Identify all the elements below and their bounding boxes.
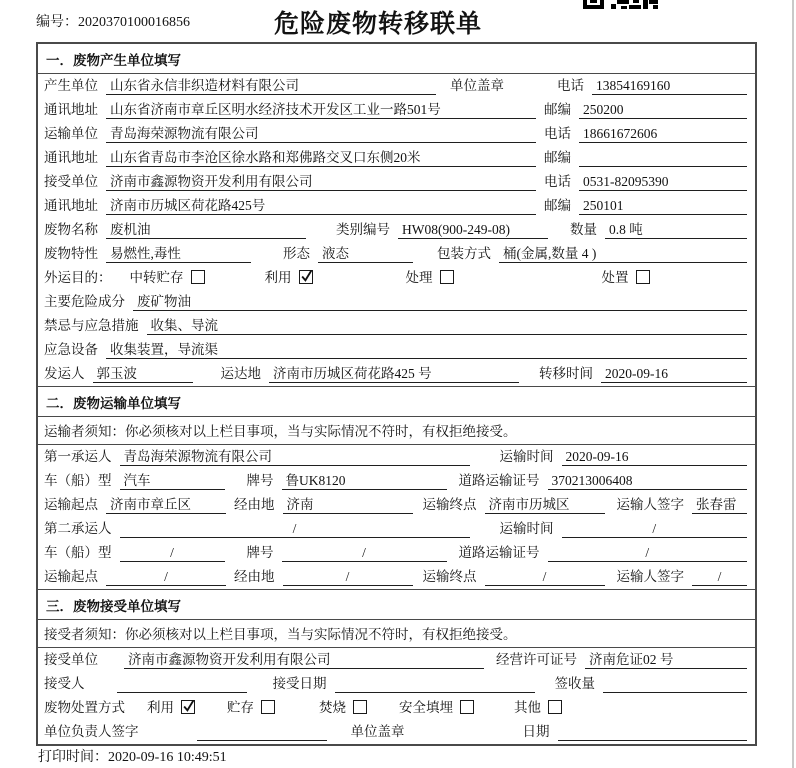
field-value[interactable]: 易燃性,毒性 [106, 245, 251, 263]
form-row [38, 74, 755, 98]
field-value[interactable]: 济南危证02 号 [585, 651, 747, 669]
field-value[interactable] [579, 149, 747, 167]
section-header: 二．废物运输单位填写 [38, 387, 755, 417]
field-value[interactable]: 废矿物油 [133, 293, 747, 311]
field-value[interactable]: 370213006408 [548, 472, 748, 490]
field-label: 电话 [544, 126, 571, 141]
field-label: 废物特性 [44, 246, 98, 261]
doc-number-label: 编号： [36, 15, 78, 30]
form-row [38, 541, 755, 565]
page-title: 危险废物转移联单 [273, 11, 482, 38]
field-label: 运达地 [220, 366, 261, 381]
field-label: 类别编号 [336, 222, 390, 237]
form-row [38, 338, 755, 362]
field-value[interactable] [335, 675, 535, 693]
field-value[interactable] [117, 675, 247, 693]
field-value[interactable]: 废机油 [106, 221, 306, 239]
field-label: 单位负责人签字 [44, 724, 139, 739]
field-label: 车（船）型 [44, 545, 112, 560]
field-label: 废物名称 [44, 222, 98, 237]
field-label: 运输时间 [499, 449, 554, 464]
field-label: 接受单位 [44, 174, 98, 189]
field-value[interactable]: 250200 [579, 101, 747, 119]
form-row [38, 648, 755, 672]
field-label: 邮编 [544, 198, 571, 213]
field-label: 废物处置方式 [44, 700, 125, 715]
field-value[interactable]: HW08(900-249-08) [398, 221, 548, 239]
form-section-1 [38, 44, 755, 386]
checkbox-label: 利用 [147, 700, 174, 715]
form-row [38, 696, 755, 720]
field-label: 道路运输证号 [458, 545, 540, 560]
field-value[interactable]: / [120, 544, 225, 562]
checkbox-label: 焚烧 [319, 700, 346, 715]
field-label: 签收量 [554, 676, 595, 691]
field-value[interactable]: 济南市历城区荷花路425 号 [269, 365, 519, 383]
checkbox-label: 处理 [405, 270, 433, 285]
form-row [38, 122, 755, 146]
form-row [38, 98, 755, 122]
field-value[interactable]: 18661672606 [579, 125, 747, 143]
manifest-form [36, 42, 757, 746]
field-label: 运输人签字 [616, 497, 684, 512]
field-label: 通讯地址 [44, 198, 98, 213]
form-row [38, 517, 755, 541]
field-value[interactable]: 2020-09-16 [562, 448, 748, 466]
field-label: 主要危险成分 [44, 294, 125, 309]
field-label: 邮编 [544, 150, 571, 165]
field-value[interactable]: 青岛海荣源物流有限公司 [120, 448, 470, 466]
form-row [38, 362, 755, 386]
field-value[interactable]: 0.8 吨 [605, 221, 747, 239]
field-value[interactable]: 山东省青岛市李沧区徐水路和郑佛路交叉口东侧20米 [106, 149, 536, 167]
checkbox-label: 中转贮存 [129, 270, 184, 285]
field-value[interactable]: 张春雷 [692, 496, 747, 514]
field-label: 日期 [522, 724, 550, 739]
field-label: 数量 [570, 222, 597, 237]
form-row [38, 290, 755, 314]
field-value[interactable]: 济南市历城区荷花路425号 [106, 197, 536, 215]
checkbox-option[interactable] [227, 699, 275, 717]
field-value[interactable]: / [283, 568, 413, 586]
field-value[interactable]: 液态 [318, 245, 413, 263]
field-label: 运输终点 [422, 569, 477, 584]
field-label: 运输终点 [422, 497, 477, 512]
field-value[interactable]: 郭玉波 [93, 365, 193, 383]
form-row [38, 170, 755, 194]
field-label: 转移时间 [539, 366, 593, 381]
field-label: 运输时间 [499, 521, 554, 536]
checkbox-unchecked-icon[interactable] [636, 270, 650, 284]
field-label: 第一承运人 [44, 449, 112, 464]
field-value[interactable]: / [692, 568, 747, 586]
field-label: 运输单位 [44, 126, 98, 141]
field-value[interactable]: 收集、导流 [147, 317, 748, 335]
field-label: 通讯地址 [44, 150, 98, 165]
field-value[interactable]: / [548, 544, 748, 562]
field-value[interactable] [558, 723, 748, 741]
form-row [38, 565, 755, 589]
checkbox-option[interactable] [406, 269, 454, 287]
field-label: 牌号 [246, 545, 274, 560]
field-label: 单位盖章 [450, 78, 504, 93]
checkbox-label: 安全填埋 [399, 700, 453, 715]
field-value[interactable]: 0531-82095390 [579, 173, 747, 191]
field-label: 经由地 [234, 497, 275, 512]
checkbox-option[interactable] [514, 699, 562, 717]
field-value[interactable]: / [120, 520, 470, 538]
checkbox-option[interactable] [130, 269, 205, 287]
section-notice-row: 接受者须知：你必须核对以上栏目事项，当与实际情况不符时，有权拒绝接受。 [38, 620, 755, 648]
field-value[interactable]: 250101 [579, 197, 747, 215]
field-label: 通讯地址 [44, 102, 98, 117]
form-row [38, 445, 755, 469]
field-label: 接受日期 [272, 676, 327, 691]
checkbox-unchecked-icon[interactable] [460, 700, 474, 714]
field-label: 产生单位 [44, 78, 98, 93]
form-row [38, 242, 755, 266]
field-label: 道路运输证号 [458, 473, 540, 488]
field-label: 第二承运人 [44, 521, 112, 536]
form-row [38, 314, 755, 338]
field-label: 发运人 [44, 366, 85, 381]
form-row [38, 672, 755, 696]
field-label: 牌号 [246, 473, 274, 488]
field-label: 电话 [557, 78, 584, 93]
field-label: 经由地 [234, 569, 275, 584]
checkbox-unchecked-icon[interactable] [353, 700, 367, 714]
field-value[interactable]: 鲁UK8120 [282, 472, 447, 490]
field-value[interactable]: / [485, 568, 605, 586]
form-section-2 [38, 386, 755, 589]
form-section-3 [38, 589, 755, 744]
section-header: 一．废物产生单位填写 [38, 44, 755, 74]
field-value[interactable] [197, 723, 327, 741]
checkbox-checked-icon[interactable] [299, 270, 313, 284]
field-value[interactable]: 收集装置，导流渠 [106, 341, 747, 359]
checkbox-option[interactable] [265, 269, 313, 287]
field-value[interactable] [603, 675, 747, 693]
checkbox-unchecked-icon[interactable] [191, 270, 205, 284]
field-value[interactable]: 汽车 [120, 472, 225, 490]
print-time-value: 2020-09-16 10:49:51 [108, 750, 227, 765]
field-label: 接受单位 [44, 652, 98, 667]
form-row [38, 194, 755, 218]
form-row [38, 469, 755, 493]
field-value[interactable]: 桶(金属,数量 4 ) [499, 245, 747, 263]
field-label: 接受人 [44, 676, 85, 691]
checkbox-option[interactable] [602, 269, 650, 287]
section-notice-row: 运输者须知：你必须核对以上栏目事项，当与实际情况不符时，有权拒绝接受。 [38, 417, 755, 445]
checkbox-unchecked-icon[interactable] [440, 270, 454, 284]
field-label: 运输人签字 [616, 569, 684, 584]
field-label: 运输起点 [44, 497, 98, 512]
checkbox-option[interactable] [399, 699, 474, 717]
checkbox-option[interactable] [319, 699, 367, 717]
form-row [38, 266, 755, 290]
checkbox-label: 其他 [514, 700, 541, 715]
qr-code-fragment [583, 0, 683, 10]
field-value[interactable]: 青岛海荣源物流有限公司 [106, 125, 536, 143]
field-value[interactable]: 济南市鑫源物资开发利用有限公司 [124, 651, 484, 669]
field-label: 邮编 [544, 102, 571, 117]
field-label: 应急设备 [44, 342, 98, 357]
field-label: 车（船）型 [44, 473, 112, 488]
field-value[interactable]: 济南 [283, 496, 413, 514]
field-value[interactable]: 山东省永信非织造材料有限公司 [106, 77, 436, 95]
field-value[interactable]: 13854169160 [592, 77, 747, 95]
page-edge-line [792, 0, 794, 768]
checkbox-label: 贮存 [227, 700, 254, 715]
field-value[interactable]: 山东省济南市章丘区明水经济技术开发区工业一路501号 [106, 101, 536, 119]
field-label: 外运目的： [44, 270, 112, 285]
field-value[interactable]: 2020-09-16 [601, 365, 747, 383]
section-header: 三．废物接受单位填写 [38, 590, 755, 620]
field-label: 运输起点 [44, 569, 98, 584]
form-row [38, 493, 755, 517]
print-time [38, 746, 227, 766]
field-label: 经营许可证号 [496, 652, 577, 667]
field-value[interactable]: / [562, 520, 748, 538]
checkbox-checked-icon[interactable] [181, 700, 195, 714]
field-label: 禁忌与应急措施 [44, 318, 139, 333]
checkbox-option[interactable] [147, 699, 195, 717]
print-time-label: 打印时间： [38, 750, 108, 765]
field-label: 形态 [283, 246, 310, 261]
form-row [38, 146, 755, 170]
checkbox-unchecked-icon[interactable] [548, 700, 562, 714]
field-value[interactable]: 济南市鑫源物资开发利用有限公司 [106, 173, 536, 191]
checkbox-label: 处置 [601, 270, 629, 285]
form-row [38, 720, 755, 744]
checkbox-label: 利用 [264, 270, 292, 285]
field-label: 电话 [544, 174, 571, 189]
doc-number-value: 2020370100016856 [78, 15, 190, 30]
checkbox-unchecked-icon[interactable] [261, 700, 275, 714]
field-value[interactable]: 济南市历城区 [485, 496, 605, 514]
field-label: 包装方式 [437, 246, 491, 261]
field-value[interactable]: / [282, 544, 447, 562]
field-value[interactable]: / [106, 568, 226, 586]
field-value[interactable]: 济南市章丘区 [106, 496, 226, 514]
field-label: 单位盖章 [350, 724, 405, 739]
form-row [38, 218, 755, 242]
